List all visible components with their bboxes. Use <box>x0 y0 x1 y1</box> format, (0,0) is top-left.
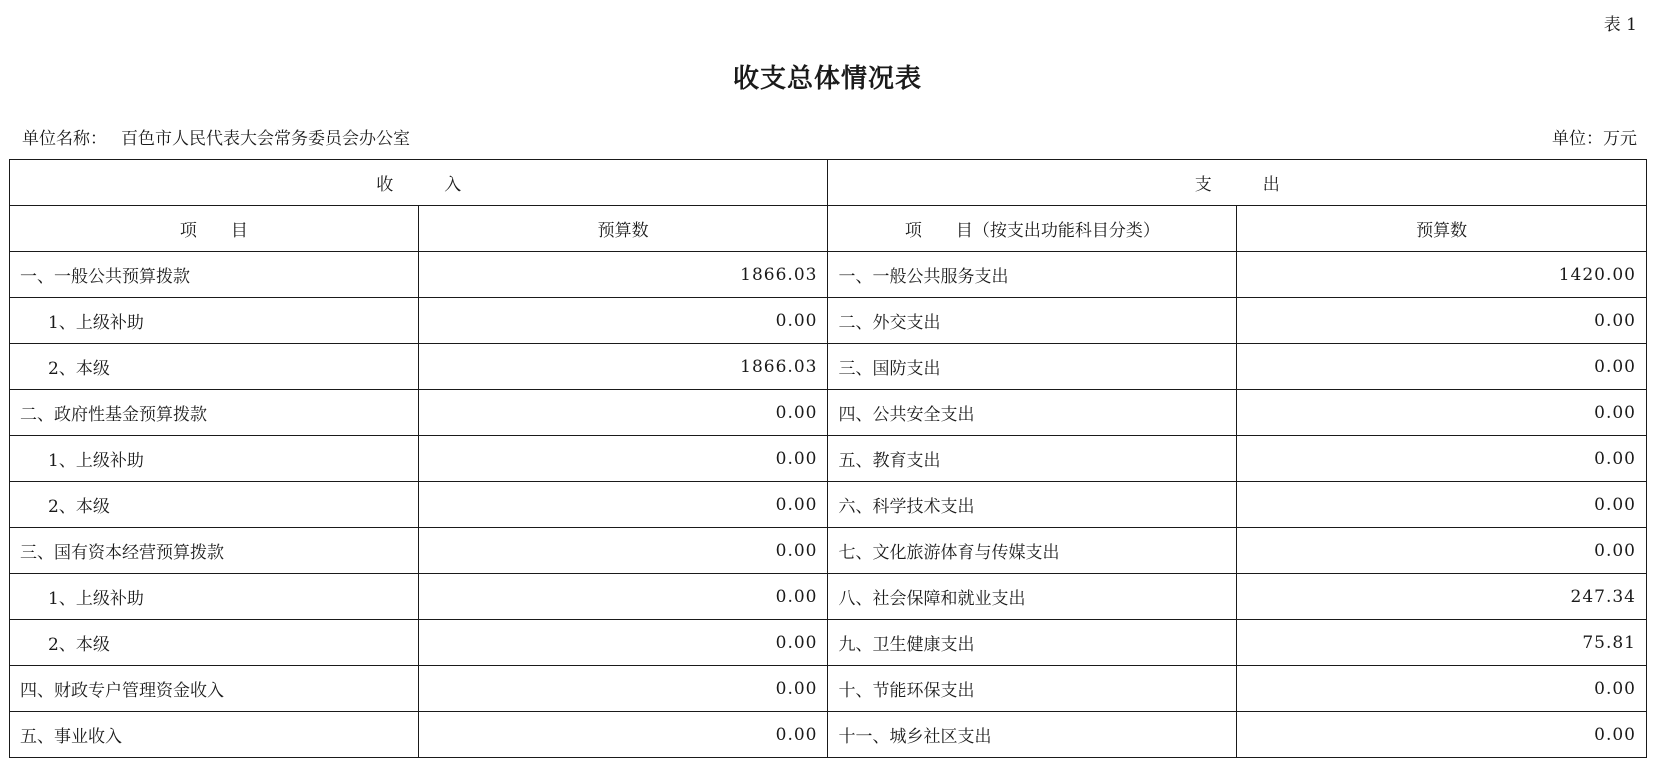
expenditure-item-cell: 五、教育支出 <box>828 436 1237 482</box>
income-budget-header: 预算数 <box>418 206 828 252</box>
income-value-cell: 0.00 <box>418 298 828 344</box>
table-row <box>10 482 1647 528</box>
column-header-row <box>10 206 1647 252</box>
table-row <box>10 666 1647 712</box>
expenditure-item-cell: 四、公共安全支出 <box>828 390 1237 436</box>
income-value-cell: 0.00 <box>418 436 828 482</box>
table-row <box>10 344 1647 390</box>
expenditure-value-cell: 0.00 <box>1237 712 1647 758</box>
expenditure-value-cell: 75.81 <box>1237 620 1647 666</box>
income-item-cell: 五、事业收入 <box>10 712 419 758</box>
income-item-cell: 四、财政专户管理资金收入 <box>10 666 419 712</box>
expenditure-item-cell: 十、节能环保支出 <box>828 666 1237 712</box>
expenditure-value-cell: 0.00 <box>1237 482 1647 528</box>
budget-table <box>9 159 1647 758</box>
income-value-cell: 0.00 <box>418 620 828 666</box>
income-value-cell: 0.00 <box>418 528 828 574</box>
expenditure-value-cell: 1420.00 <box>1237 252 1647 298</box>
expenditure-value-cell: 0.00 <box>1237 344 1647 390</box>
expenditure-item-cell: 一、一般公共服务支出 <box>828 252 1237 298</box>
income-item-cell: 二、政府性基金预算拨款 <box>10 390 419 436</box>
table-row <box>10 252 1647 298</box>
income-item-cell: 1、上级补助 <box>10 436 419 482</box>
expenditure-value-cell: 0.00 <box>1237 436 1647 482</box>
expenditure-item-cell: 八、社会保障和就业支出 <box>828 574 1237 620</box>
expenditure-value-cell: 0.00 <box>1237 298 1647 344</box>
table-row <box>10 620 1647 666</box>
table-row <box>10 298 1647 344</box>
expenditure-value-cell: 0.00 <box>1237 528 1647 574</box>
income-value-cell: 0.00 <box>418 390 828 436</box>
expenditure-item-cell: 十一、城乡社区支出 <box>828 712 1237 758</box>
income-value-cell: 0.00 <box>418 666 828 712</box>
income-item-cell: 2、本级 <box>10 620 419 666</box>
unit-name: 百色市人民代表大会常务委员会办公室 <box>121 129 410 149</box>
expenditure-item-cell: 七、文化旅游体育与传媒支出 <box>828 528 1237 574</box>
income-item-cell: 1、上级补助 <box>10 298 419 344</box>
income-item-cell: 一、一般公共预算拨款 <box>10 252 419 298</box>
expenditure-item-cell: 九、卫生健康支出 <box>828 620 1237 666</box>
income-item-cell: 2、本级 <box>10 344 419 390</box>
expenditure-budget-header: 预算数 <box>1237 206 1647 252</box>
table-number: 表 1 <box>1603 15 1637 35</box>
income-section-header: 收 入 <box>10 160 828 206</box>
expenditure-item-cell: 二、外交支出 <box>828 298 1237 344</box>
income-value-cell: 0.00 <box>418 482 828 528</box>
income-value-cell: 1866.03 <box>418 252 828 298</box>
table-row <box>10 436 1647 482</box>
table-row <box>10 574 1647 620</box>
table-row <box>10 528 1647 574</box>
unit-name-group <box>22 124 410 149</box>
income-value-cell: 1866.03 <box>418 344 828 390</box>
unit-info-row <box>22 124 1637 149</box>
expenditure-value-cell: 0.00 <box>1237 666 1647 712</box>
expenditure-section-header: 支 出 <box>828 160 1647 206</box>
income-item-cell: 三、国有资本经营预算拨款 <box>10 528 419 574</box>
expenditure-item-cell: 三、国防支出 <box>828 344 1237 390</box>
expenditure-item-header: 项 目（按支出功能科目分类） <box>828 206 1237 252</box>
expenditure-value-cell: 0.00 <box>1237 390 1647 436</box>
income-value-cell: 0.00 <box>418 574 828 620</box>
expenditure-item-cell: 六、科学技术支出 <box>828 482 1237 528</box>
currency-unit: 单位：万元 <box>1552 129 1637 149</box>
expenditure-value-cell: 247.34 <box>1237 574 1647 620</box>
income-item-cell: 1、上级补助 <box>10 574 419 620</box>
table-row <box>10 390 1647 436</box>
income-item-header: 项 目 <box>10 206 419 252</box>
page-title: 收支总体情况表 <box>732 64 922 94</box>
table-body <box>10 252 1647 758</box>
income-value-cell: 0.00 <box>418 712 828 758</box>
unit-name-label: 单位名称： <box>22 129 107 149</box>
income-item-cell: 2、本级 <box>10 482 419 528</box>
section-header-row <box>10 160 1647 206</box>
table-row <box>10 712 1647 758</box>
